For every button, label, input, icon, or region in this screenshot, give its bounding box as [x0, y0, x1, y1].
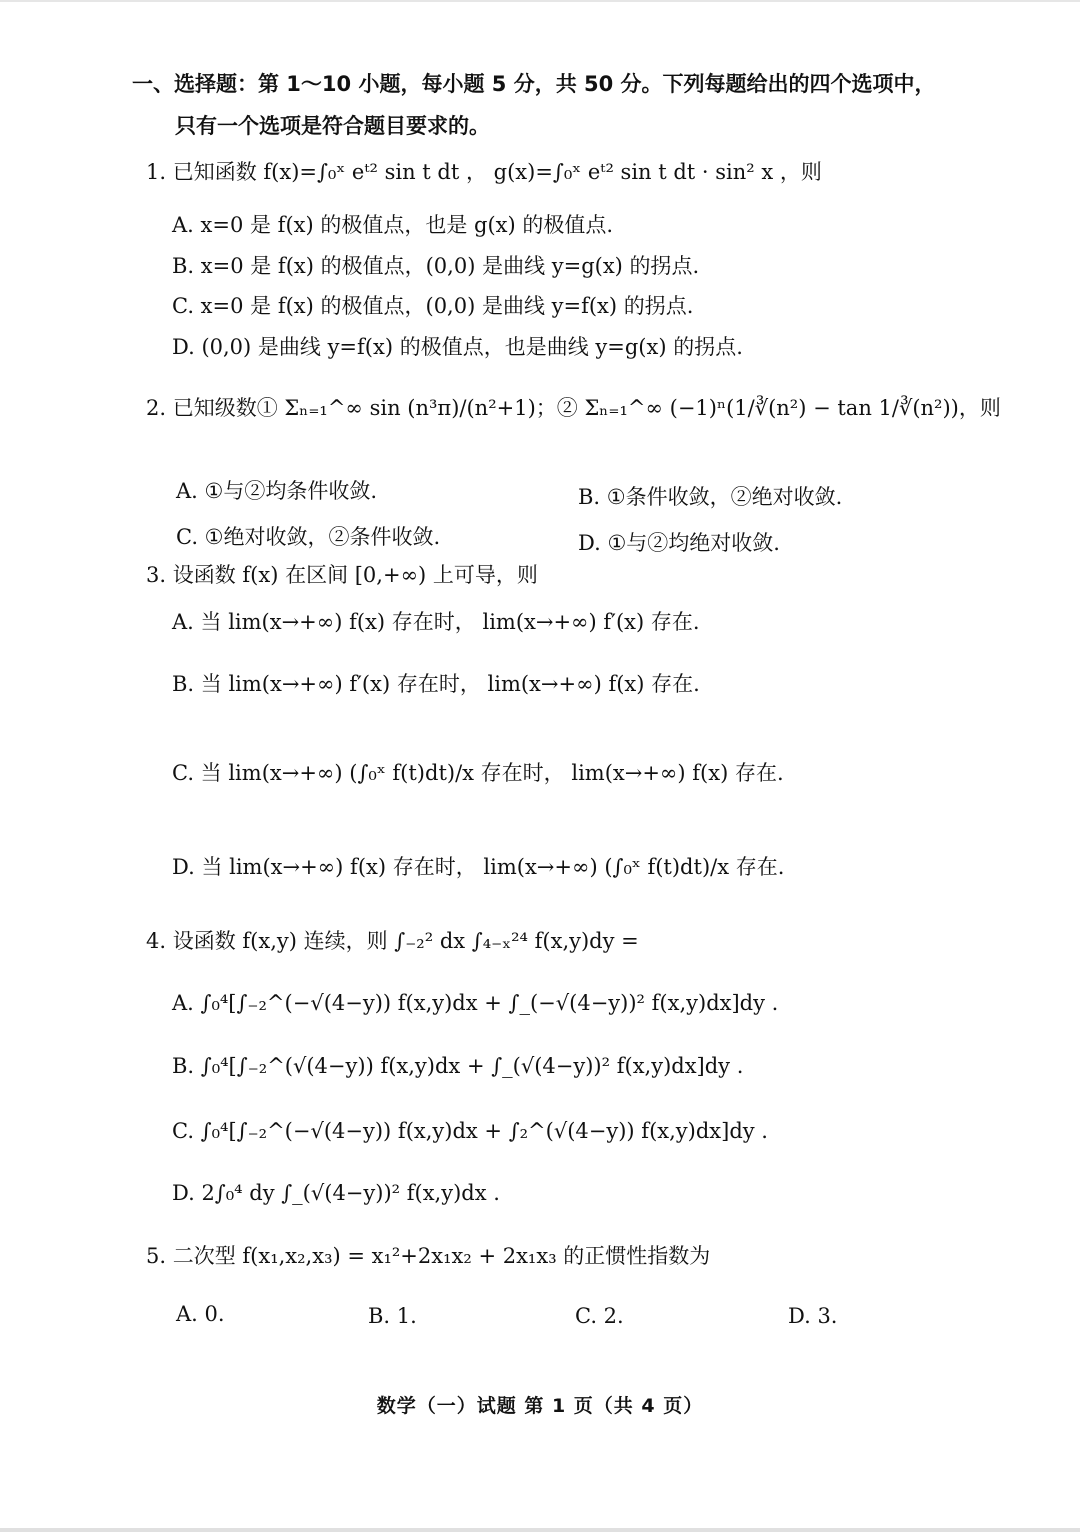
q4-option-d: D. 2∫₀⁴ dy ∫_(√(4−y))² f(x,y)dx . [172, 1181, 500, 1205]
q2-option-d: D. ①与②均绝对收敛. [578, 531, 780, 555]
q3-option-b: B. 当 lim(x→+∞) f′(x) 存在时， lim(x→+∞) f(x) 存在. [172, 672, 700, 696]
page-footer: 数学（一）试题 第 1 页（共 4 页） [376, 1395, 704, 1417]
q2-option-a: A. ①与②均条件收敛. [176, 479, 378, 503]
q4-option-a: A. ∫₀⁴[∫₋₂^(−√(4−y)) f(x,y)dx + ∫_(−√(4−y))² f(x,y)dx]dy . [172, 991, 779, 1015]
q1-option-d: D. (0,0) 是曲线 y=f(x) 的极值点，也是曲线 y=g(x) 的拐点. [172, 335, 743, 359]
q4-option-c: C. ∫₀⁴[∫₋₂^(−√(4−y)) f(x,y)dx + ∫₂^(√(4−y)) f(x,y)dx]dy . [172, 1119, 768, 1143]
section-title-line2: 只有一个选项是符合题目要求的。 [175, 114, 490, 138]
q5-option-c: C. 2. [575, 1304, 624, 1328]
q5-option-b: B. 1. [368, 1304, 417, 1328]
q1-stem: 1. 已知函数 f(x)=∫₀ˣ eᵗ² sin t dt ， g(x)=∫₀ˣ eᵗ² sin t dt · sin² x ，则 [146, 160, 822, 184]
q1-option-c: C. x=0 是 f(x) 的极值点，(0,0) 是曲线 y=f(x) 的拐点. [172, 294, 694, 318]
q2-stem: 2. 已知级数① Σₙ₌₁^∞ sin (n³π)/(n²+1)；② Σₙ₌₁^∞ (−1)ⁿ(1/∛(n²) − tan 1/∛(n²))，则 [146, 396, 1001, 420]
q3-option-d: D. 当 lim(x→+∞) f(x) 存在时， lim(x→+∞) (∫₀ˣ f(t)dt)/x 存在. [172, 855, 785, 879]
q1-option-a: A. x=0 是 f(x) 的极值点，也是 g(x) 的极值点. [172, 213, 614, 237]
q3-option-a: A. 当 lim(x→+∞) f(x) 存在时， lim(x→+∞) f′(x) 存在. [172, 610, 700, 634]
q5-option-d: D. 3. [788, 1304, 838, 1328]
q2-option-c: C. ①绝对收敛，②条件收敛. [176, 525, 441, 549]
q1-option-b: B. x=0 是 f(x) 的极值点，(0,0) 是曲线 y=g(x) 的拐点. [172, 254, 700, 278]
q4-option-b: B. ∫₀⁴[∫₋₂^(√(4−y)) f(x,y)dx + ∫_(√(4−y))² f(x,y)dx]dy . [172, 1054, 744, 1078]
q3-option-c: C. 当 lim(x→+∞) (∫₀ˣ f(t)dt)/x 存在时， lim(x→+∞) f(x) 存在. [172, 761, 784, 785]
q2-option-b: B. ①条件收敛，②绝对收敛. [578, 485, 843, 509]
q5-option-a: A. 0. [176, 1302, 225, 1326]
top-border [0, 0, 1080, 2]
q5-stem: 5. 二次型 f(x₁,x₂,x₃) = x₁²+2x₁x₂ + 2x₁x₃ 的正惯性指数为 [146, 1244, 711, 1268]
bottom-border [0, 1528, 1080, 1532]
section-title-line1: 一、选择题：第 1～10 小题，每小题 5 分，共 50 分。下列每题给出的四个选项中， [132, 72, 936, 96]
q4-stem: 4. 设函数 f(x,y) 连续，则 ∫₋₂² dx ∫₄₋ₓ²⁴ f(x,y)dy = [146, 929, 639, 953]
q3-stem: 3. 设函数 f(x) 在区间 [0,+∞) 上可导，则 [146, 563, 538, 587]
